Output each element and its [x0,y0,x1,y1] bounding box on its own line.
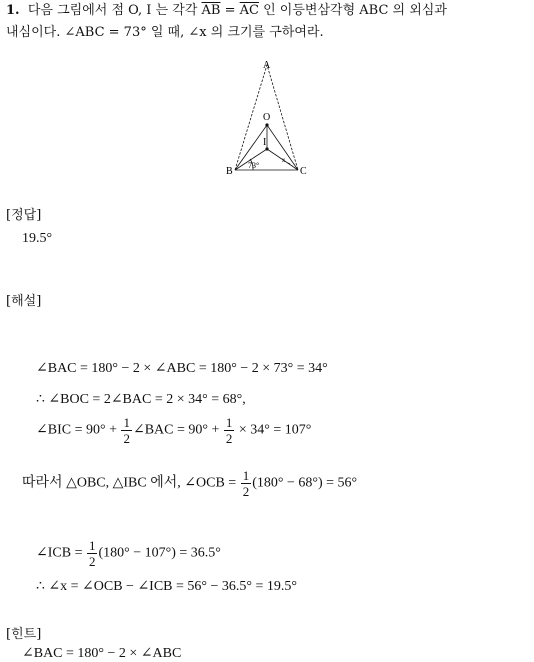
label-i: I [263,137,267,148]
frac-num: 1 [88,538,96,553]
problem-line-1 [6,0,526,22]
problem-text-1b: 인 이등변삼각형 ABC 의 외심과 [258,3,447,18]
frac-den: 2 [225,431,233,446]
line5-part-a: ∠ICB = [36,545,86,561]
label-b: B [226,166,233,177]
triangle-figure [220,55,320,180]
line5-part-b: (180° − 107°) = 36.5° [98,545,221,561]
label-c: C [300,166,307,177]
problem-statement [6,0,526,44]
line3-part-a: ∠BIC = 90° + [36,422,121,438]
problem-line-2: 내심이다. ∠ABC = 73° 일 때, ∠x 의 크기를 구하여라. [6,25,324,40]
explanation-heading: [해설] [6,294,42,309]
frac-den: 2 [88,554,96,569]
point-o [265,123,268,126]
fraction-half [241,469,252,498]
hint-line-1: ∠BAC = 180° − 2 × ∠ABC [22,646,182,661]
explanation-line-1: ∠BAC = 180° − 2 × ∠ABC = 180° − 2 × 73° = 34° [36,361,328,376]
fraction-half [87,539,98,568]
equals-sign: = [220,3,240,18]
segment-ac: $\overline{AC}$ [239,3,259,18]
line4-part-b: (180° − 68°) = 56° [252,475,358,491]
segment-ab: $\overline{AB}$ [201,3,221,18]
line4-part-a: 따라서 △OBC, △IBC 에서, ∠OCB = [22,475,240,491]
line3-part-b: ∠BAC = 90° + [132,422,223,438]
label-a: A [263,60,271,71]
fraction-half [224,416,235,445]
label-x: x [282,156,286,164]
hint-heading: [힌트] [6,627,42,642]
explanation-line-2: ∴ ∠BOC = 2∠BAC = 2 × 34° = 68°, [36,392,246,407]
explanation-line-6: ∴ ∠x = ∠OCB − ∠ICB = 56° − 36.5° = 19.5° [36,579,297,594]
frac-num: 1 [123,415,130,430]
answer-value: 19.5° [22,231,53,246]
problem-text-1a: 다음 그림에서 점 O, I 는 각각 [27,3,202,18]
problem-number: 1. [6,3,20,18]
frac-den: 2 [123,431,130,446]
explanation-line-3 [36,416,311,445]
explanation-line-4 [22,469,357,498]
frac-num: 1 [242,468,250,483]
fraction-half [121,416,132,445]
answer-heading: [정답] [6,208,42,223]
label-o: O [263,112,271,123]
frac-num: 1 [225,415,233,430]
frac-den: 2 [242,484,250,499]
label-angle-73: 73° [248,161,260,170]
line3-part-c: × 34° = 107° [235,422,312,438]
explanation-line-5 [36,539,221,568]
